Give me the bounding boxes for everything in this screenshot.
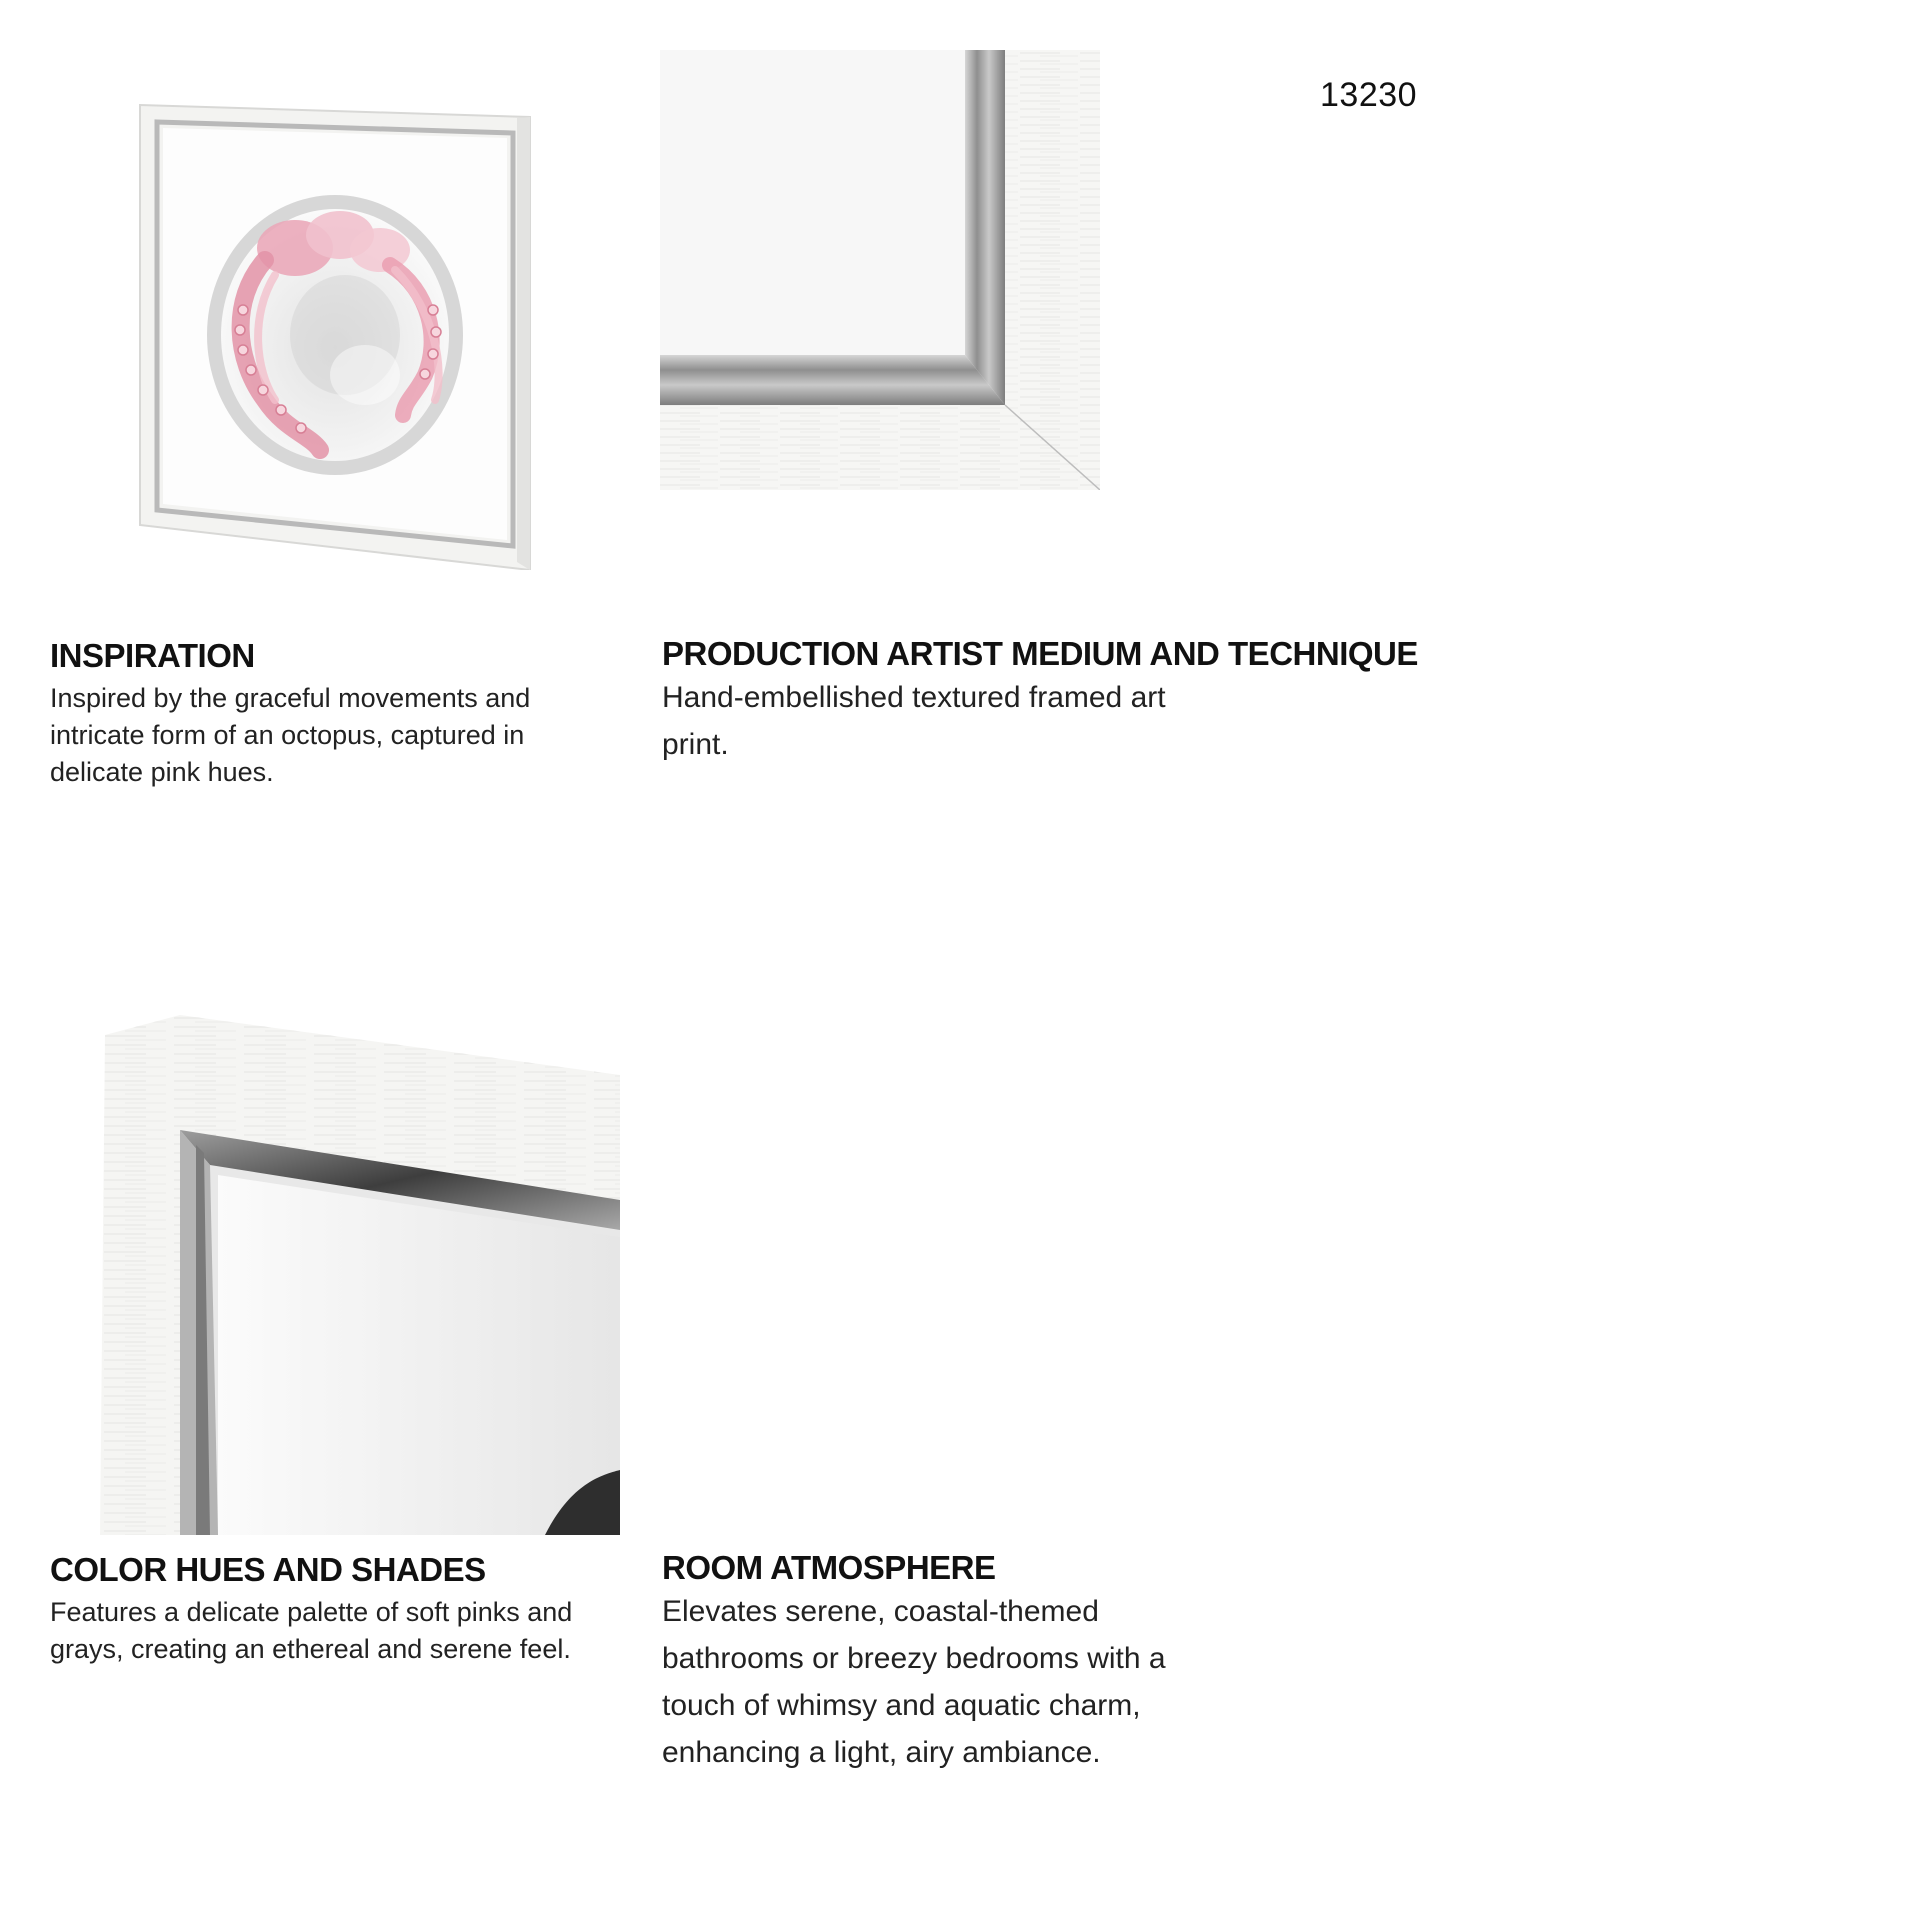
production-section [662, 636, 1462, 766]
color-section [50, 1552, 630, 1668]
color-line: grays, creating an ethereal and serene feel. [50, 1634, 571, 1665]
inspiration-heading: INSPIRATION [50, 637, 255, 674]
room-line: Elevates serene, coastal-themed [662, 1595, 1099, 1629]
inspiration-line: delicate pink hues. [50, 757, 274, 788]
production-line: print. [662, 728, 729, 762]
frame-corner-detail-image [660, 50, 1100, 490]
room-section [662, 1550, 1262, 1774]
color-heading: COLOR HUES AND SHADES [50, 1551, 486, 1588]
room-line: touch of whimsy and aquatic charm, [662, 1689, 1141, 1723]
product-sku: 13230 [1320, 76, 1418, 114]
inspiration-section [50, 638, 590, 791]
color-line: Features a delicate palette of soft pinks and [50, 1597, 573, 1628]
inspiration-line: Inspired by the graceful movements and [50, 683, 531, 714]
room-heading: ROOM ATMOSPHERE [662, 1549, 996, 1586]
frame-corner-illustration [660, 50, 1100, 490]
room-line: bathrooms or breezy bedrooms with a [662, 1642, 1166, 1676]
production-line: Hand-embellished textured framed art [662, 681, 1166, 715]
frame-edge-perspective-image [100, 1015, 620, 1535]
framed-print-illustration [135, 100, 535, 570]
frame-edge-illustration [100, 1015, 620, 1535]
room-line: enhancing a light, airy ambiance. [662, 1736, 1101, 1770]
production-heading: PRODUCTION ARTIST MEDIUM AND TECHNIQUE [662, 635, 1418, 672]
framed-octopus-print-image [135, 100, 535, 570]
inspiration-line: intricate form of an octopus, captured in [50, 720, 525, 751]
